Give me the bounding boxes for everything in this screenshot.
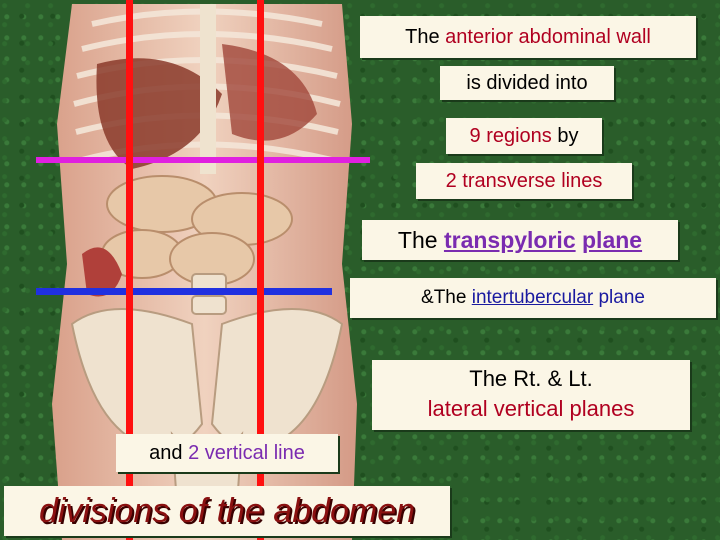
highlight-text: 2 vertical line — [188, 442, 305, 464]
text-box-9-regions — [446, 118, 602, 154]
slide-title — [4, 486, 450, 536]
text: The — [405, 26, 446, 48]
text-box-intertubercular-plane — [350, 278, 716, 318]
text: &The — [421, 287, 472, 308]
transpyloric-plane-line — [36, 157, 370, 163]
intertubercular-link[interactable]: intertubercular — [471, 287, 594, 308]
plane-text: plane — [593, 287, 645, 308]
text: is divided into — [466, 72, 588, 94]
text: by — [551, 125, 579, 147]
highlight-text: 9 regions — [469, 125, 552, 147]
title-text: divisions of the abdomen — [38, 492, 416, 530]
plane-link[interactable]: plane — [582, 227, 643, 253]
text-box-anterior-abdominal-wall — [360, 16, 696, 58]
text-box-divided-into — [440, 66, 614, 100]
text: 2 transverse lines — [445, 170, 603, 192]
text-box-lateral-vertical-planes — [372, 360, 690, 430]
text: The — [397, 227, 444, 253]
text-box-2-vertical-line — [116, 434, 338, 472]
text-line-2: lateral vertical planes — [427, 396, 635, 421]
transpyloric-link[interactable]: transpyloric — [443, 227, 576, 253]
text: and — [149, 442, 189, 464]
intertubercular-plane-line — [36, 288, 332, 295]
text-box-2-transverse-lines — [416, 163, 632, 199]
highlight-text: anterior abdominal wall — [445, 26, 651, 48]
text-box-transpyloric-plane — [362, 220, 678, 260]
text-line-1: The Rt. & Lt. — [469, 366, 593, 391]
